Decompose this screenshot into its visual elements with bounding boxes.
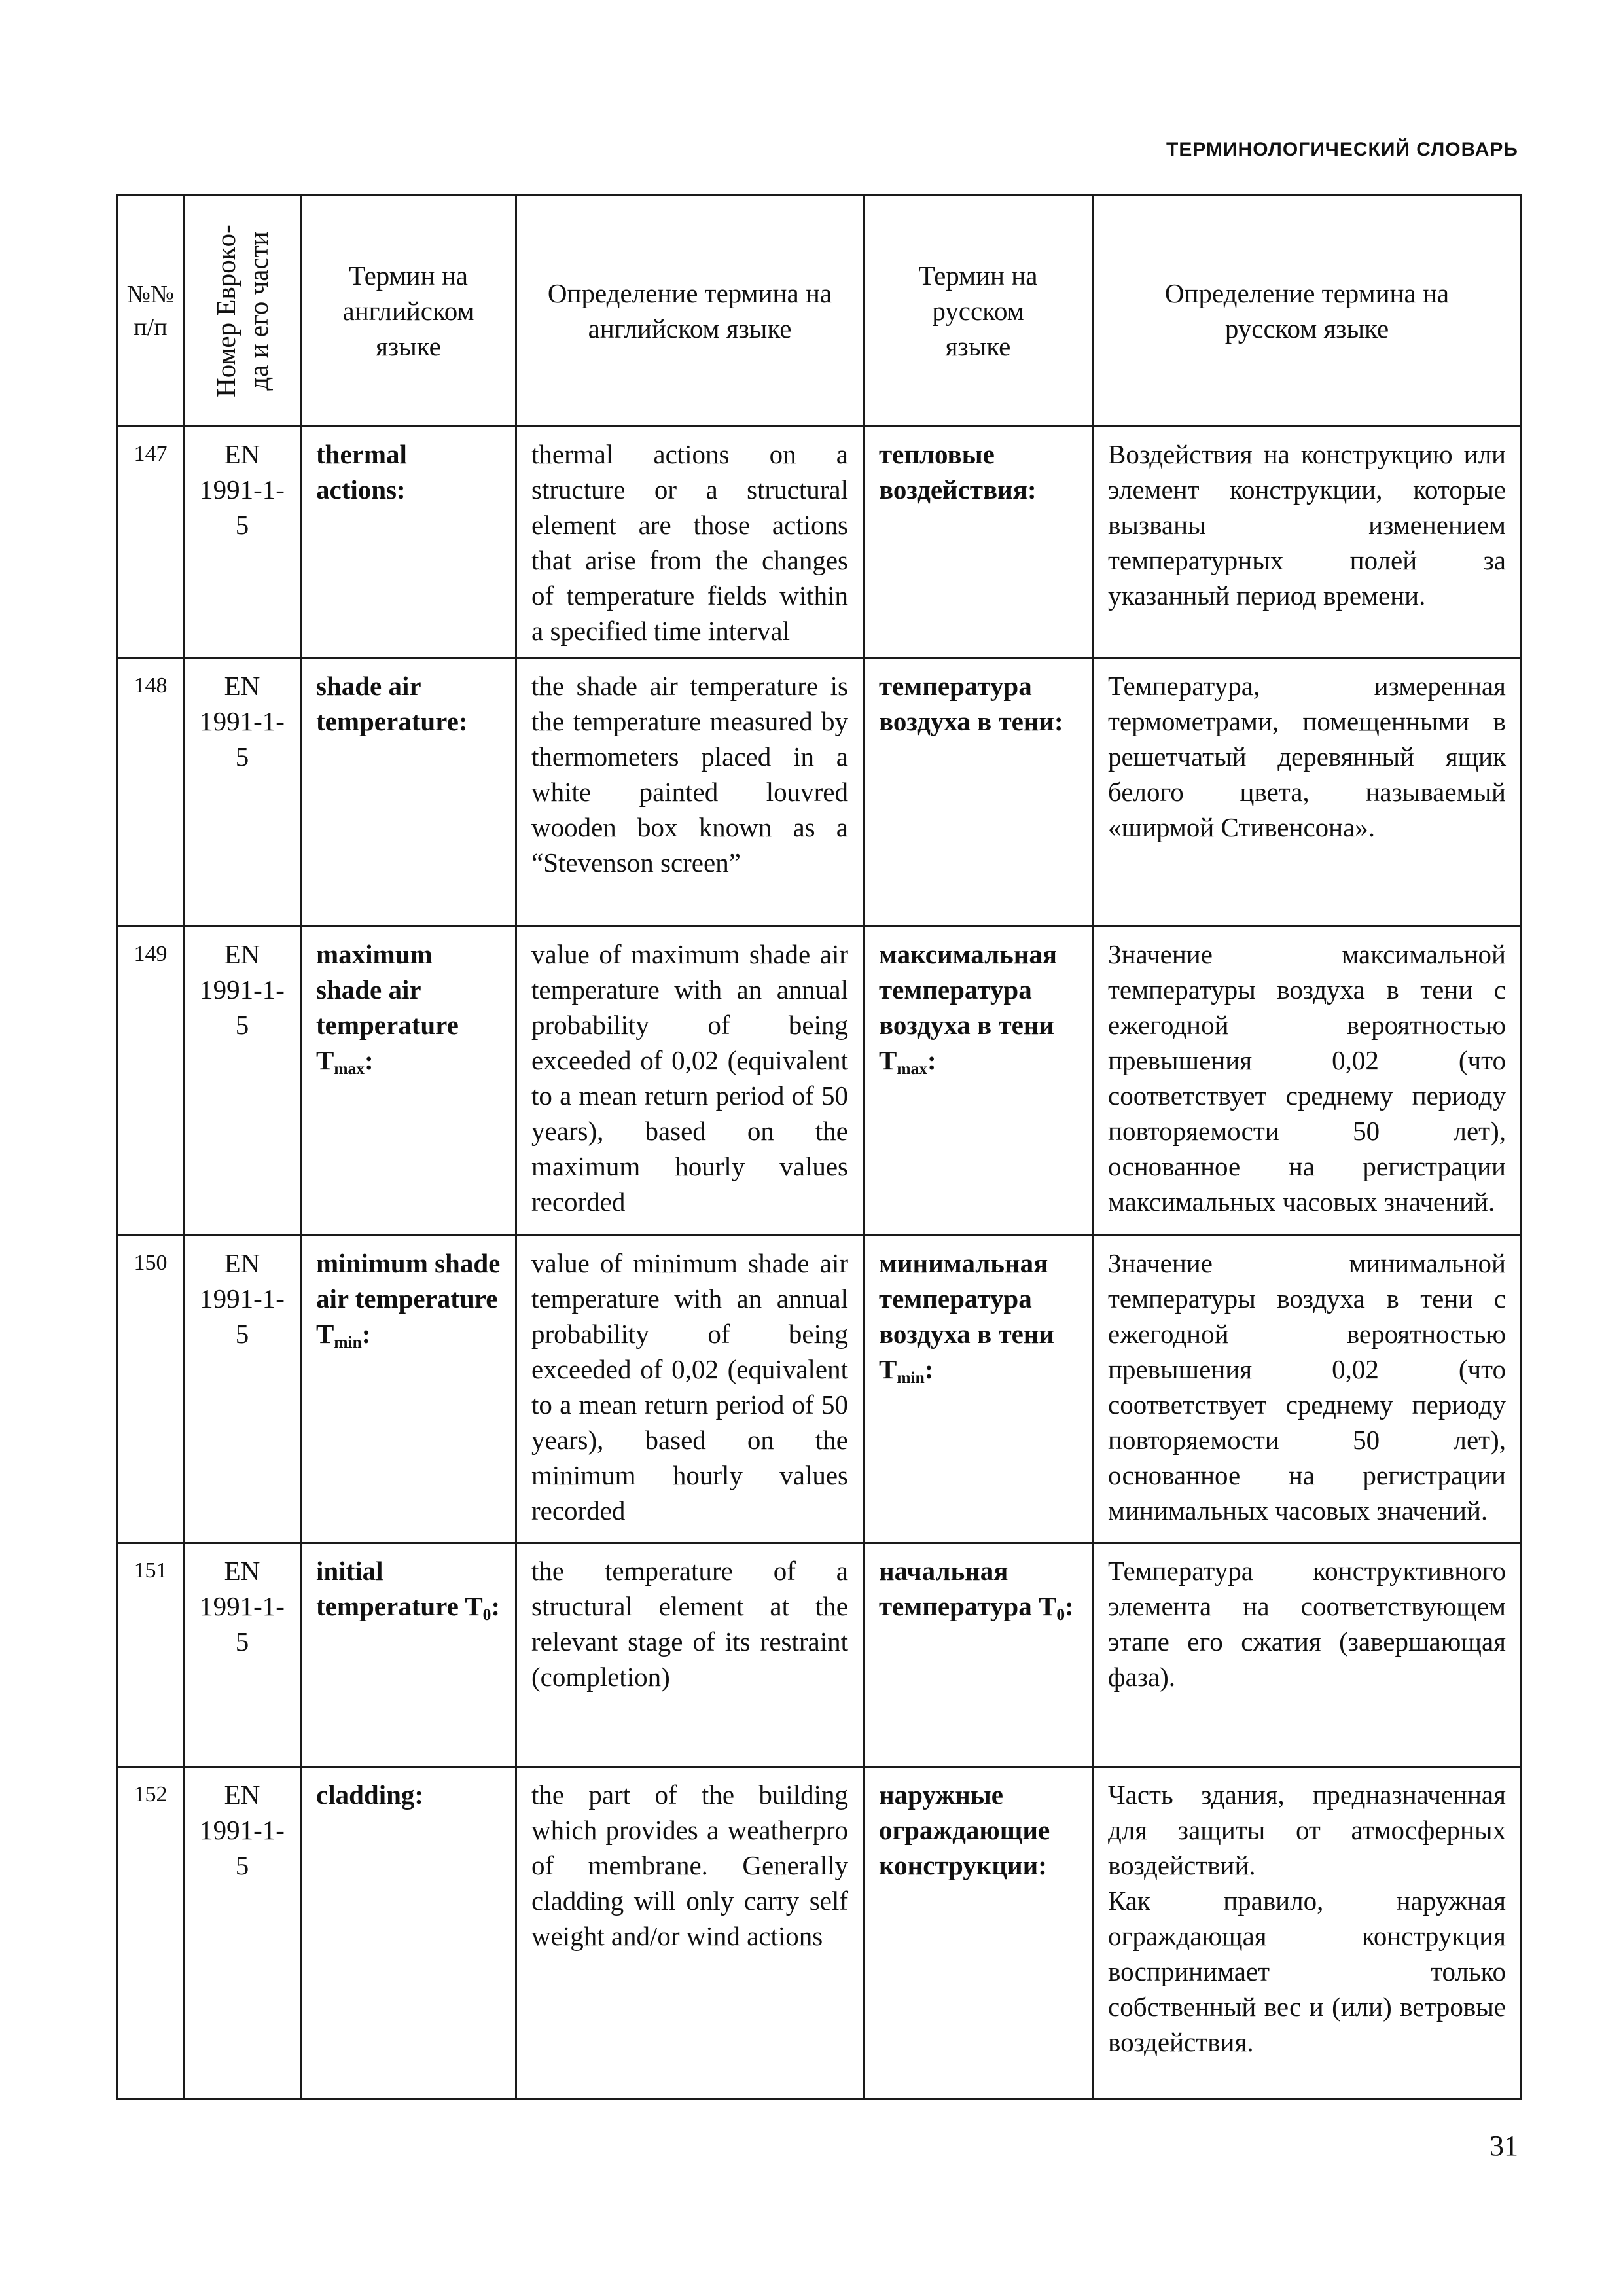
glossary-table xyxy=(116,194,1522,2100)
definition-english: value of minimum shade air temperature with an annual probability of being exceeded of 0,02 (equivalent to a mean return period of 50 years), based on the minimum hourly values recorded xyxy=(516,1236,864,1543)
definition-russian xyxy=(1093,1767,1522,2100)
row-number: 149 xyxy=(118,927,184,1236)
term-russian xyxy=(864,1543,1093,1767)
term-english-subscript: 0 xyxy=(482,1605,491,1624)
term-english: thermal actions: xyxy=(301,427,516,658)
column-header-def-en: Определение термина на английском языке xyxy=(516,195,864,427)
running-header: ТЕРМИНОЛОГИЧЕСКИЙ СЛОВАРЬ xyxy=(1166,139,1518,160)
eurocode-number: EN 1991-1-5 xyxy=(184,658,301,927)
term-russian-subscript: 0 xyxy=(1056,1605,1065,1624)
eurocode-number: EN 1991-1-5 xyxy=(184,1236,301,1543)
term-english: shade air temperature: xyxy=(301,658,516,927)
term-russian: температура воздуха в тени: xyxy=(864,658,1093,927)
table-row xyxy=(118,1543,1522,1767)
definition-russian-paragraph-2: Как правило, наружная ограждающая конструкция воспринимает только собственный вес и (или) ветровые воздействия. xyxy=(1108,1886,1506,2057)
term-english xyxy=(301,1543,516,1767)
row-number: 150 xyxy=(118,1236,184,1543)
definition-english: the temperature of a structural element at the relevant stage of its restraint (completion) xyxy=(516,1543,864,1767)
definition-russian: Температура конструктивного элемента на соответствующем этапе его сжатия (завершающая фаза). xyxy=(1093,1543,1522,1767)
eurocode-number: EN 1991-1-5 xyxy=(184,927,301,1236)
table-row xyxy=(118,927,1522,1236)
row-number: 148 xyxy=(118,658,184,927)
definition-english: the part of the building which provides a weatherpro of membrane. Generally cladding will only carry self weight and/or wind actions xyxy=(516,1767,864,2100)
column-header-term-en: Термин на английском языке xyxy=(301,195,516,427)
term-english xyxy=(301,1236,516,1543)
definition-english: the shade air temperature is the temperature measured by thermometers placed in a white painted louvred wooden box known as a “Stevenson screen” xyxy=(516,658,864,927)
row-number: 152 xyxy=(118,1767,184,2100)
term-russian-text: минимальная температура воздуха в тени T xyxy=(879,1248,1055,1384)
term-russian-subscript: min xyxy=(897,1369,925,1388)
table-header-row xyxy=(118,195,1522,427)
definition-russian-paragraph-1: Часть здания, предназначенная для защиты от атмосферных воздействий. xyxy=(1108,1780,1506,1880)
column-header-def-ru: Определение термина на русском языке xyxy=(1093,195,1522,427)
column-header-number xyxy=(118,195,184,427)
row-number: 147 xyxy=(118,427,184,658)
column-header-eurocode xyxy=(184,195,301,427)
column-header-number-line1: №№ xyxy=(126,280,175,308)
term-russian-text: начальная температура T xyxy=(879,1556,1057,1621)
term-english xyxy=(301,927,516,1236)
eurocode-number: EN 1991-1-5 xyxy=(184,1543,301,1767)
column-header-term-ru: Термин на русском языке xyxy=(864,195,1093,427)
term-russian: наружные ограждающие конструкции: xyxy=(864,1767,1093,2100)
column-header-eurocode-line2: да и его части xyxy=(243,230,274,391)
term-russian xyxy=(864,1236,1093,1543)
term-english-text: minimum shade air temperature T xyxy=(316,1248,501,1349)
definition-russian: Воздействия на конструкцию или элемент конструкции, которые вызваны изменением температурных полей за указанный период времени. xyxy=(1093,427,1522,658)
term-russian-suffix: : xyxy=(924,1354,934,1384)
table-row xyxy=(118,427,1522,658)
term-russian: тепловые воздействия: xyxy=(864,427,1093,658)
column-header-number-line2: п/п xyxy=(134,313,168,341)
table-row xyxy=(118,1236,1522,1543)
eurocode-number: EN 1991-1-5 xyxy=(184,1767,301,2100)
term-english-suffix: : xyxy=(364,1045,374,1075)
term-russian xyxy=(864,927,1093,1236)
term-english-suffix: : xyxy=(491,1591,501,1621)
term-english-subscript: min xyxy=(334,1333,362,1352)
table-row xyxy=(118,658,1522,927)
term-english-text: maximum shade air temperature T xyxy=(316,939,459,1075)
term-russian-text: максимальная температура воздуха в тени T xyxy=(879,939,1058,1075)
term-russian-suffix: : xyxy=(927,1045,936,1075)
definition-russian: Температура, измеренная термометрами, помещенными в решетчатый деревянный ящик белого цвета, называемый «ширмой Стивенсона». xyxy=(1093,658,1522,927)
term-english-subscript: max xyxy=(334,1060,365,1079)
row-number: 151 xyxy=(118,1543,184,1767)
table-row xyxy=(118,1767,1522,2100)
definition-russian: Значение максимальной температуры воздуха в тени с ежегодной вероятностью превышения 0,02 (что соответствует среднему периоду повторяемости 50 лет), основанное на регистрации максимальных часовых значений. xyxy=(1093,927,1522,1236)
definition-english: value of maximum shade air temperature with an annual probability of being exceeded of 0,02 (equivalent to a mean return period of 50 years), based on the maximum hourly values recorded xyxy=(516,927,864,1236)
eurocode-number: EN 1991-1-5 xyxy=(184,427,301,658)
term-english-suffix: : xyxy=(361,1319,371,1349)
term-russian-suffix: : xyxy=(1065,1591,1074,1621)
definition-english: thermal actions on a structure or a structural element are those actions that arise from the changes of temperature fields within a specified time interval xyxy=(516,427,864,658)
term-english: cladding: xyxy=(301,1767,516,2100)
definition-russian: Значение минимальной температуры воздуха в тени с ежегодной вероятностью превышения 0,02 (что соответствует среднему периоду повторяемости 50 лет), основанное на регистрации минимальных часовых значений. xyxy=(1093,1236,1522,1543)
term-russian-subscript: max xyxy=(897,1060,927,1079)
column-header-eurocode-line1: Номер Еврокo- xyxy=(211,224,241,397)
page-number: 31 xyxy=(1489,2130,1518,2162)
term-english-text: initial temperature T xyxy=(316,1556,483,1621)
